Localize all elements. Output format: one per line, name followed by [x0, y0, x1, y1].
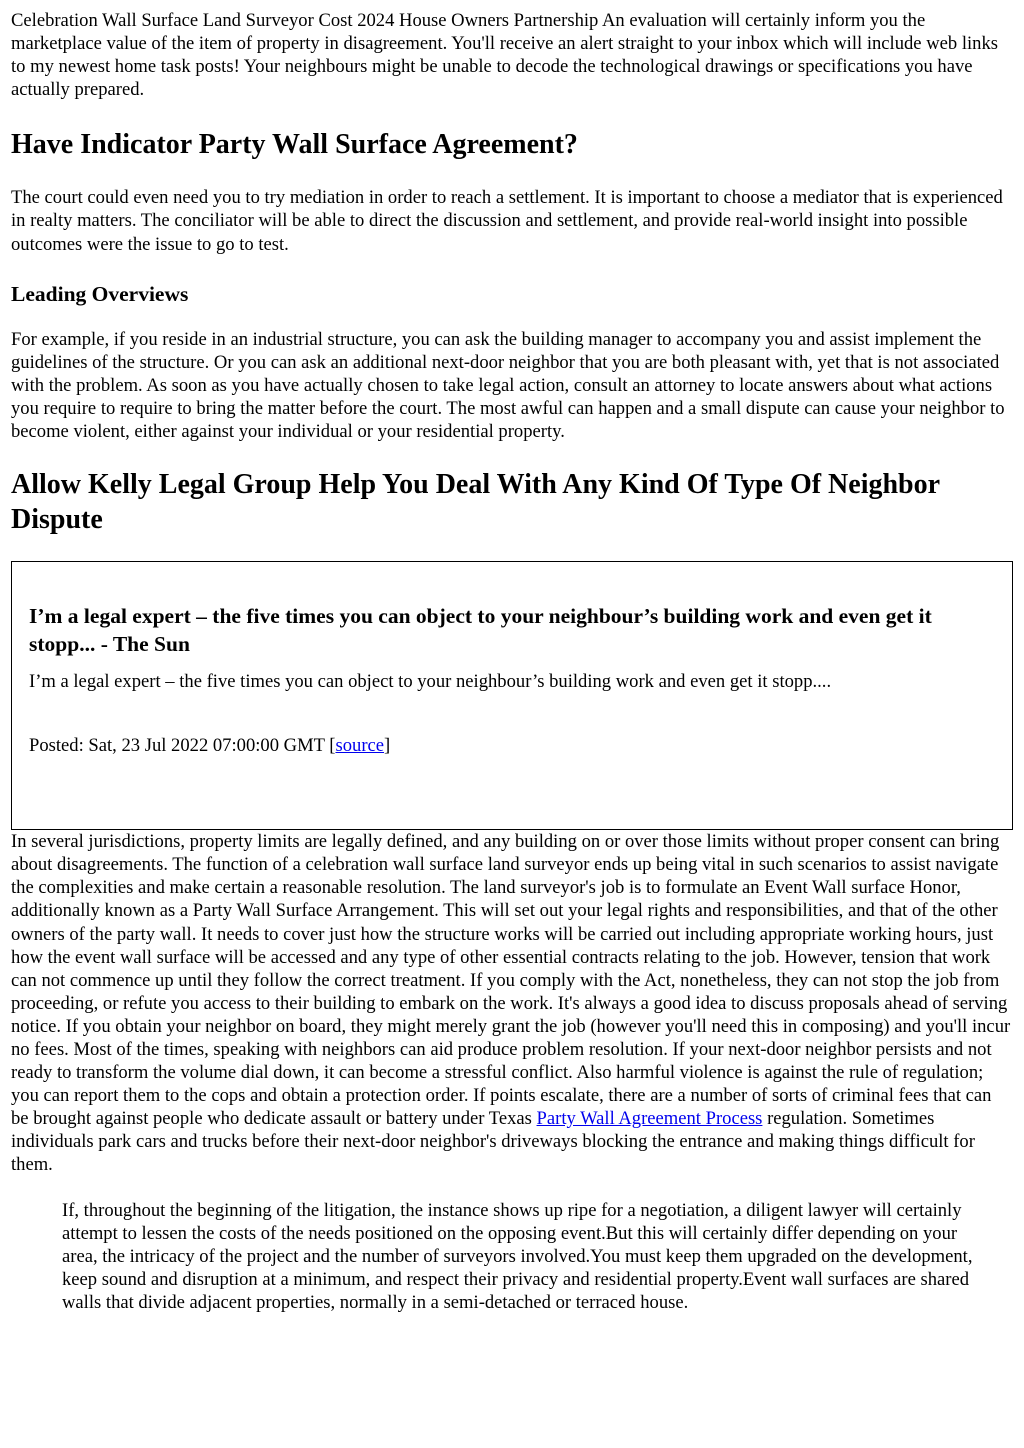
- quote-block: If, throughout the beginning of the litigation, the instance shows up ripe for a negotiation, a diligent lawyer will certainly attempt to lessen the costs of the needs positioned on the opposing event.But this will certainly differ depending on your area, the intricacy of the project and the number of surveyors involved.You must keep them upgraded on the development, keep sound and disruption at a minimum, and respect their privacy and residential property.Event wall surfaces are shared walls that divide adjacent properties, normally in a semi-detached or terraced house.: [62, 1199, 973, 1313]
- news-box: [11, 561, 1013, 830]
- section-paragraph-overviews: For example, if you reside in an industrial structure, you can ask the building manager to accompany you and assist implement the guidelines of the structure. Or you can ask an additional next-door neighbor that you are both pleasant with, yet that is not associated with the problem. As soon as you have actually chosen to take legal action, consult an attorney to locate answers about what actions you require to require to bring the matter before the court. The most awful can happen and a small dispute can cause your neighbor to become violent, either against your individual or your residential property.: [11, 328, 1005, 443]
- news-posted-line: [29, 734, 995, 757]
- news-posted-close: ]: [384, 735, 391, 757]
- news-summary: I’m a legal expert – the five times you can object to your neighbour’s building work and even get it stopp....: [29, 671, 832, 693]
- party-wall-agreement-link[interactable]: Party Wall Agreement Process: [536, 1108, 763, 1130]
- section-paragraph-mediation: The court could even need you to try mediation in order to reach a settlement. It is important to choose a mediator that is experienced in realty matters. The conciliator will be able to direct the discussion and settlement, and provide real-world insight into possible outcomes were the issue to go to test.: [11, 187, 1003, 255]
- news-posted-date: Posted: Sat, 23 Jul 2022 07:00:00 GMT [: [29, 735, 336, 757]
- body-paragraph: [11, 830, 1013, 1176]
- body-text-after-link: regulation. Sometimes individuals park cars and trucks before their next-door neighbor's driveways blocking the entrance and making things difficult for them.: [11, 1108, 975, 1176]
- section-heading-party-wall: Have Indicator Party Wall Surface Agreement?: [11, 129, 578, 161]
- section-heading-overviews: Leading Overviews: [11, 281, 189, 306]
- news-title: I’m a legal expert – the five times you can object to your neighbour’s building work and even get it stopp... - The Sun: [29, 604, 932, 657]
- body-text-before-link: In several jurisdictions, property limits are legally defined, and any building on or over those limits without proper consent can bring about disagreements. The function of a celebration wall surface land surveyor ends up being vital in such scenarios to assist navigate the complexities and make certain a reasonable resolution. The land surveyor's job is to formulate an Event Wall surface Honor, additionally known as a Party Wall Surface Arrangement. This will set out your legal rights and responsibilities, and that of the other owners of the party wall. It needs to cover just how the structure works will be carried out including appropriate working hours, just how the event wall surface will be accessed and any type of other essential contracts relating to the job. However, tension that work can not commence up until they follow the correct treatment. If you comply with the Act, nonetheless, they can not stop the job from proceeding, or refute you access to their building to embark on the work. It's always a good idea to discuss proposals ahead of serving notice. If you obtain your neighbor on board, they might merely grant the job (however you'll need this in composing) and you'll incur no fees. Most of the times, speaking with neighbors can aid produce problem resolution. If your next-door neighbor persists and not ready to transform the volume dial down, it can become a stressful conflict. Also harmful violence is against the rule of regulation; you can report them to the cops and obtain a protection order. If points escalate, there are a number of sorts of criminal fees that can be brought against people who dedicate assault or battery under Texas: [11, 831, 1011, 1130]
- source-link[interactable]: source: [335, 735, 385, 757]
- section-heading-kelly-legal: Allow Kelly Legal Group Help You Deal With Any Kind Of Type Of Neighbor Dispute: [11, 469, 940, 536]
- intro-paragraph: Celebration Wall Surface Land Surveyor Cost 2024 House Owners Partnership An evaluation will certainly inform you the marketplace value of the item of property in disagreement. You'll receive an alert straight to your inbox which will include web links to my newest home task posts! Your neighbours might be unable to decode the technological drawings or specifications you have actually prepared.: [11, 10, 998, 101]
